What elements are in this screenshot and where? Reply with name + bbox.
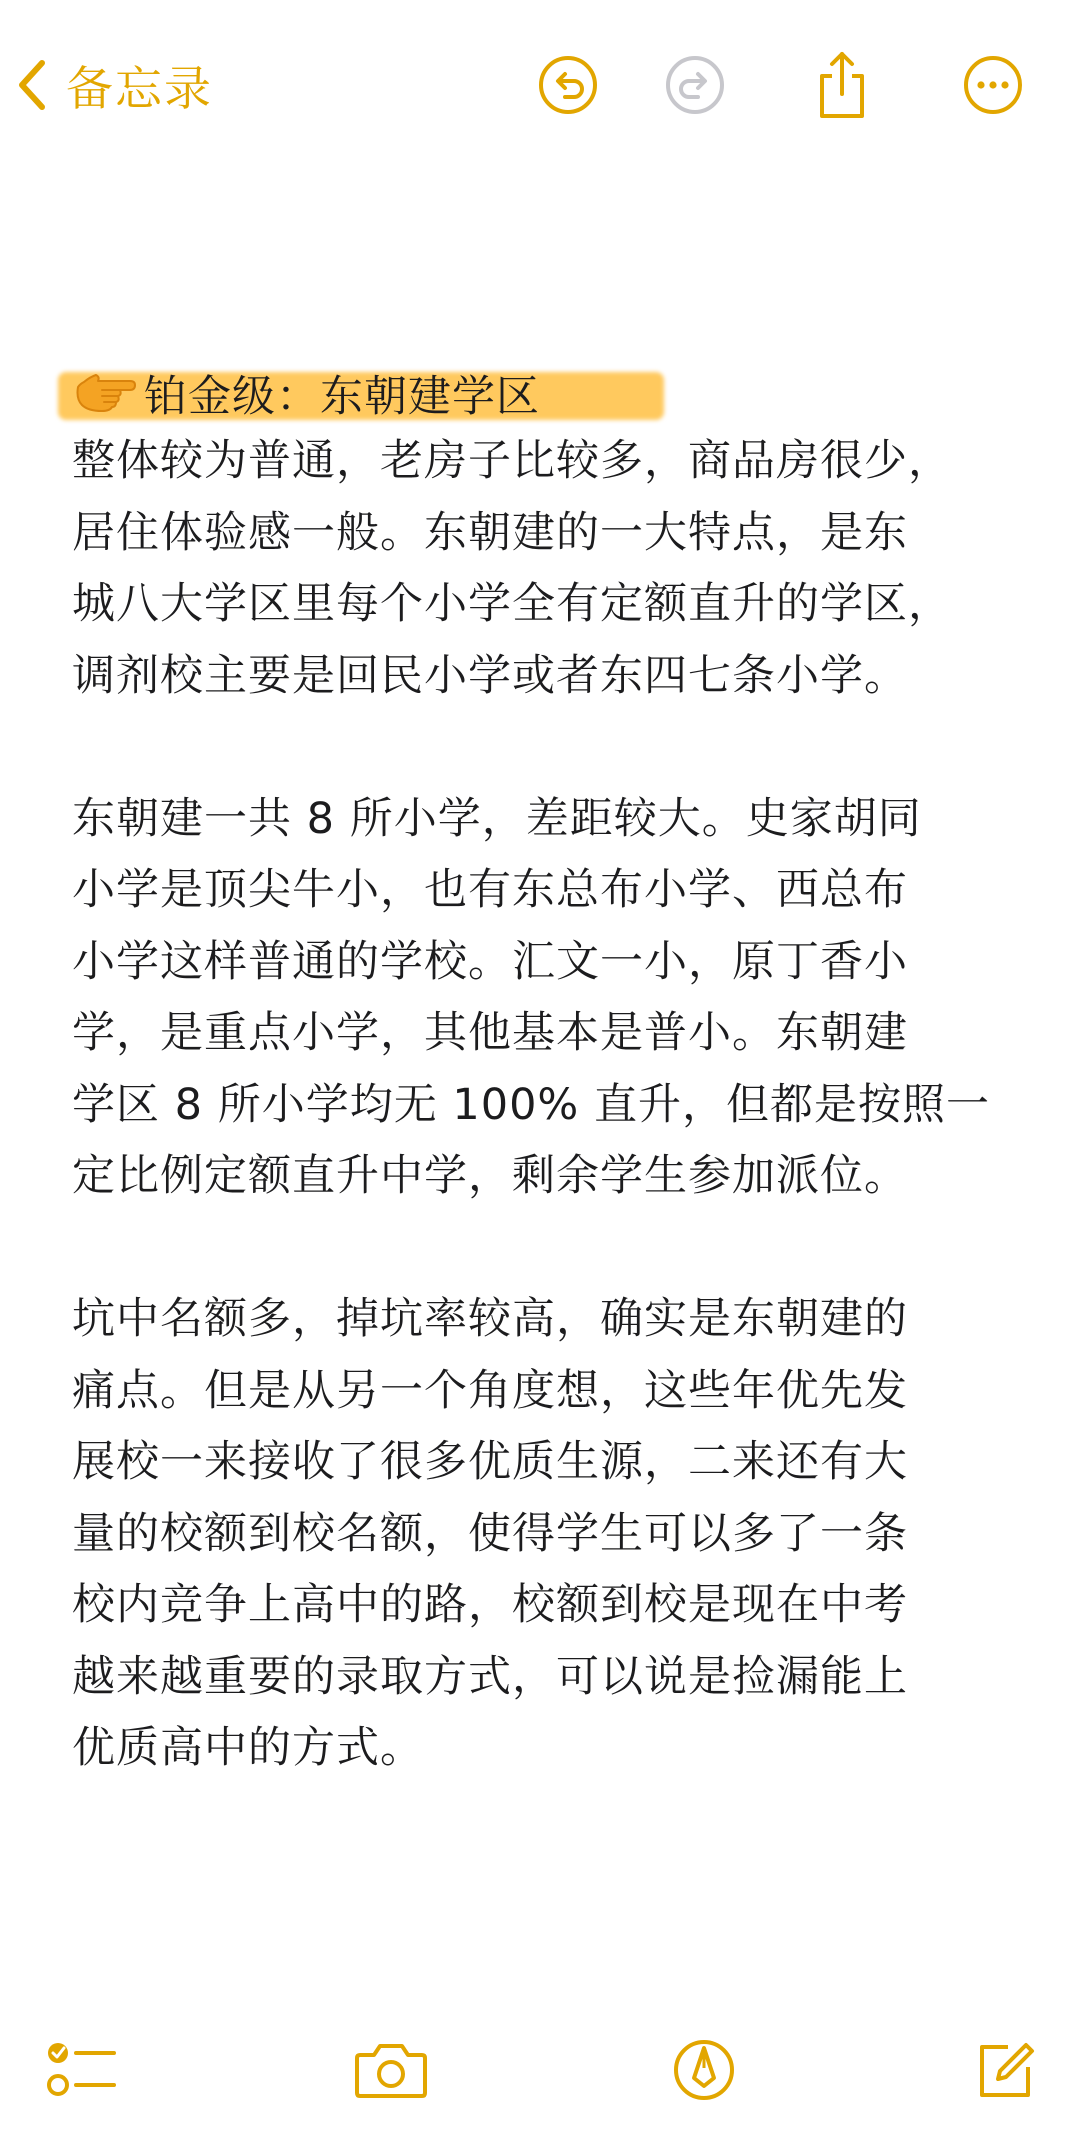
paragraph-gap bbox=[72, 1213, 1022, 1285]
checklist-button[interactable] bbox=[42, 2030, 122, 2110]
compose-button[interactable] bbox=[965, 2030, 1045, 2110]
undo-icon bbox=[537, 54, 599, 116]
pointing-hand-icon bbox=[72, 373, 136, 413]
markup-pen-icon bbox=[672, 2038, 736, 2102]
markup-button[interactable] bbox=[664, 2030, 744, 2110]
paragraph-gap bbox=[72, 712, 1022, 784]
paragraph-2: 东朝建一共 8 所小学，差距较大。史家胡同 小学是顶尖牛小，也有东总布小学、西总布 小学这样普通的学校。汇文一小，原丁香小 学，是重点小学，其他基本是普小。东朝建 学区 8 所小学均无 100% 直升，但都是按照一 定比例定额直升中学，剩余学生参加派位。 bbox=[72, 793, 990, 1201]
navigation-bar bbox=[0, 0, 1080, 170]
undo-button[interactable] bbox=[533, 50, 603, 120]
back-label: 备忘录 bbox=[66, 61, 213, 117]
redo-icon bbox=[664, 54, 726, 116]
chevron-left-icon bbox=[18, 59, 46, 111]
heading-text: 铂金级：东朝建学区 bbox=[144, 371, 540, 422]
bottom-toolbar bbox=[0, 2030, 1080, 2130]
paragraph-1: 整体较为普通，老房子比较多，商品房很少， 居住体验感一般。东朝建的一大特点，是东 城八大学区里每个小学全有定额直升的学区， 调剂校主要是回民小学或者东四七条小学。 bbox=[72, 436, 952, 701]
paragraph-3: 坑中名额多，掉坑率较高，确实是东朝建的 痛点。但是从另一个角度想，这些年优先发 展校一来接收了很多优质生源，二来还有大 量的校额到校名额，使得学生可以多了一条 校内竞争上高中的路，校额到校是现在中考 越来越重要的录取方式，可以说是捡漏能上 优质高中的方式。 bbox=[72, 1294, 908, 1773]
camera-icon bbox=[354, 2041, 428, 2099]
back-button[interactable] bbox=[18, 50, 213, 120]
note-heading bbox=[72, 360, 1022, 426]
redo-button[interactable] bbox=[660, 50, 730, 120]
share-icon bbox=[814, 50, 870, 120]
more-icon bbox=[962, 54, 1024, 116]
compose-icon bbox=[972, 2037, 1038, 2103]
share-button[interactable] bbox=[807, 50, 877, 120]
checklist-icon bbox=[46, 2039, 118, 2101]
note-body[interactable] bbox=[72, 360, 1022, 1785]
camera-button[interactable] bbox=[351, 2030, 431, 2110]
more-button[interactable] bbox=[958, 50, 1028, 120]
